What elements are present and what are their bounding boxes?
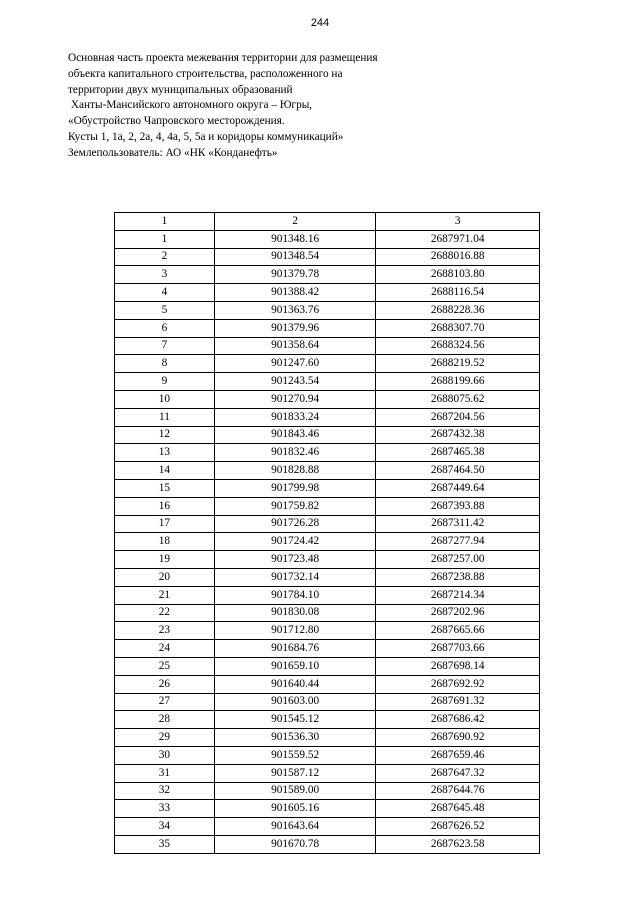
table-row	[115, 266, 540, 284]
table-row	[115, 248, 540, 266]
table-cell: 32	[115, 782, 215, 800]
table-cell: 33	[115, 800, 215, 818]
table-cell: 4	[115, 284, 215, 302]
table-cell: 901759.82	[214, 497, 376, 515]
table-cell: 34	[115, 818, 215, 836]
table-cell: 12	[115, 426, 215, 444]
coordinates-table	[114, 212, 540, 854]
table-cell: 901379.78	[214, 266, 376, 284]
table-cell: 2687626.52	[376, 818, 540, 836]
table-cell: 901587.12	[214, 764, 376, 782]
table-row	[115, 373, 540, 391]
table-row	[115, 586, 540, 604]
table-cell: 2687692.92	[376, 675, 540, 693]
table-cell: 13	[115, 444, 215, 462]
table-cell: 901603.00	[214, 693, 376, 711]
table-row	[115, 693, 540, 711]
header-line: Ханты-Мансийского автономного округа – Югры,	[68, 99, 313, 112]
table-cell: 2688103.80	[376, 266, 540, 284]
header-line: «Обустройство Чапровского месторождения.	[68, 115, 285, 128]
table-cell: 901832.46	[214, 444, 376, 462]
header-line: объекта капитального строительства, расположенного на	[68, 67, 343, 80]
table-cell: 901243.54	[214, 373, 376, 391]
table-cell: 901830.08	[214, 604, 376, 622]
table-cell: 2687465.38	[376, 444, 540, 462]
table-cell: 901843.46	[214, 426, 376, 444]
header-line: Основная часть проекта межевания территории для размещения	[68, 52, 378, 64]
table-cell: 2687659.46	[376, 746, 540, 764]
table-row	[115, 675, 540, 693]
table-cell: 7	[115, 337, 215, 355]
table-row	[115, 301, 540, 319]
table-cell: 2687202.96	[376, 604, 540, 622]
table-cell: 8	[115, 355, 215, 373]
table-cell: 901723.48	[214, 551, 376, 569]
table-cell: 2688324.56	[376, 337, 540, 355]
table-cell: 2687277.94	[376, 533, 540, 551]
table-cell: 901536.30	[214, 729, 376, 747]
table-cell: 2687432.38	[376, 426, 540, 444]
table-cell: 2687311.42	[376, 515, 540, 533]
column-header: 2	[214, 213, 376, 231]
header-line: территории двух муниципальных образований	[68, 83, 293, 96]
table-cell: 20	[115, 568, 215, 586]
table-cell: 901388.42	[214, 284, 376, 302]
header-line: Землепользователь: АО «НК «Конданефть»	[68, 146, 278, 159]
table-cell: 27	[115, 693, 215, 711]
table-cell: 19	[115, 551, 215, 569]
table-row	[115, 390, 540, 408]
table-cell: 901589.00	[214, 782, 376, 800]
table-row	[115, 657, 540, 675]
table-cell: 901684.76	[214, 640, 376, 658]
table-cell: 901363.76	[214, 301, 376, 319]
table-cell: 2687691.32	[376, 693, 540, 711]
table-cell: 26	[115, 675, 215, 693]
table-cell: 28	[115, 711, 215, 729]
table-cell: 2687449.64	[376, 479, 540, 497]
table-cell: 2687623.58	[376, 835, 540, 853]
table-cell: 1	[115, 230, 215, 248]
table-cell: 2687686.42	[376, 711, 540, 729]
table-cell: 901559.52	[214, 746, 376, 764]
table-row	[115, 319, 540, 337]
table-cell: 25	[115, 657, 215, 675]
table-cell: 901358.64	[214, 337, 376, 355]
column-header: 1	[115, 213, 215, 231]
table-row	[115, 426, 540, 444]
table-cell: 15	[115, 479, 215, 497]
table-cell: 22	[115, 604, 215, 622]
table-cell: 18	[115, 533, 215, 551]
table-row	[115, 355, 540, 373]
table-row	[115, 604, 540, 622]
table-cell: 2687257.00	[376, 551, 540, 569]
table-cell: 901712.80	[214, 622, 376, 640]
table-row	[115, 818, 540, 836]
table-row	[115, 444, 540, 462]
table-cell: 2687214.34	[376, 586, 540, 604]
table-cell: 901724.42	[214, 533, 376, 551]
table-cell: 2687393.88	[376, 497, 540, 515]
table-row	[115, 835, 540, 853]
table-cell: 2688199.66	[376, 373, 540, 391]
column-header: 3	[376, 213, 540, 231]
table-cell: 2687690.92	[376, 729, 540, 747]
table-cell: 901726.28	[214, 515, 376, 533]
table-cell: 2688075.62	[376, 390, 540, 408]
table-cell: 901784.10	[214, 586, 376, 604]
table-cell: 2687698.14	[376, 657, 540, 675]
table-cell: 5	[115, 301, 215, 319]
table-cell: 23	[115, 622, 215, 640]
table-cell: 901799.98	[214, 479, 376, 497]
table-cell: 2687464.50	[376, 462, 540, 480]
table-cell: 2688016.88	[376, 248, 540, 266]
table-row	[115, 479, 540, 497]
table-cell: 2687644.76	[376, 782, 540, 800]
document-header	[68, 51, 488, 162]
table-cell: 21	[115, 586, 215, 604]
table-cell: 2687647.32	[376, 764, 540, 782]
table-cell: 901270.94	[214, 390, 376, 408]
table-cell: 2688116.54	[376, 284, 540, 302]
table-row	[115, 622, 540, 640]
table-cell: 24	[115, 640, 215, 658]
table-row	[115, 497, 540, 515]
table-cell: 2687238.88	[376, 568, 540, 586]
table-cell: 901348.16	[214, 230, 376, 248]
table-row	[115, 515, 540, 533]
table-cell: 901247.60	[214, 355, 376, 373]
table-cell: 2687204.56	[376, 408, 540, 426]
table-cell: 2687703.66	[376, 640, 540, 658]
table-cell: 17	[115, 515, 215, 533]
table-cell: 901605.16	[214, 800, 376, 818]
table-cell: 10	[115, 390, 215, 408]
table-row	[115, 640, 540, 658]
table-cell: 11	[115, 408, 215, 426]
table-row	[115, 551, 540, 569]
table-row	[115, 337, 540, 355]
table-cell: 901545.12	[214, 711, 376, 729]
table-row	[115, 711, 540, 729]
table-cell: 901348.54	[214, 248, 376, 266]
table-row	[115, 800, 540, 818]
table-row	[115, 533, 540, 551]
table-cell: 901828.88	[214, 462, 376, 480]
table-row	[115, 729, 540, 747]
table-cell: 9	[115, 373, 215, 391]
table-cell: 901659.10	[214, 657, 376, 675]
table-cell: 16	[115, 497, 215, 515]
table-row	[115, 408, 540, 426]
table-cell: 2688219.52	[376, 355, 540, 373]
table-cell: 6	[115, 319, 215, 337]
table-cell: 2688228.36	[376, 301, 540, 319]
table-cell: 901640.44	[214, 675, 376, 693]
table-cell: 2687645.48	[376, 800, 540, 818]
table-cell: 30	[115, 746, 215, 764]
table-row	[115, 764, 540, 782]
table-cell: 14	[115, 462, 215, 480]
table-cell: 31	[115, 764, 215, 782]
table-cell: 29	[115, 729, 215, 747]
table-header-row	[115, 213, 540, 231]
table-row	[115, 568, 540, 586]
table-cell: 901643.64	[214, 818, 376, 836]
table-cell: 901670.78	[214, 835, 376, 853]
table-cell: 2687971.04	[376, 230, 540, 248]
page-number: 244	[310, 17, 330, 29]
table-cell: 901732.14	[214, 568, 376, 586]
header-line: Кусты 1, 1а, 2, 2а, 4, 4а, 5, 5а и коридоры коммуникаций»	[68, 130, 344, 143]
table-cell: 35	[115, 835, 215, 853]
table-cell: 2	[115, 248, 215, 266]
table-cell: 901833.24	[214, 408, 376, 426]
table-cell: 2688307.70	[376, 319, 540, 337]
table-cell: 2687665.66	[376, 622, 540, 640]
table-row	[115, 462, 540, 480]
table-row	[115, 230, 540, 248]
table-cell: 3	[115, 266, 215, 284]
table-row	[115, 284, 540, 302]
table-row	[115, 782, 540, 800]
table-body	[115, 230, 540, 853]
table-row	[115, 746, 540, 764]
table-cell: 901379.96	[214, 319, 376, 337]
